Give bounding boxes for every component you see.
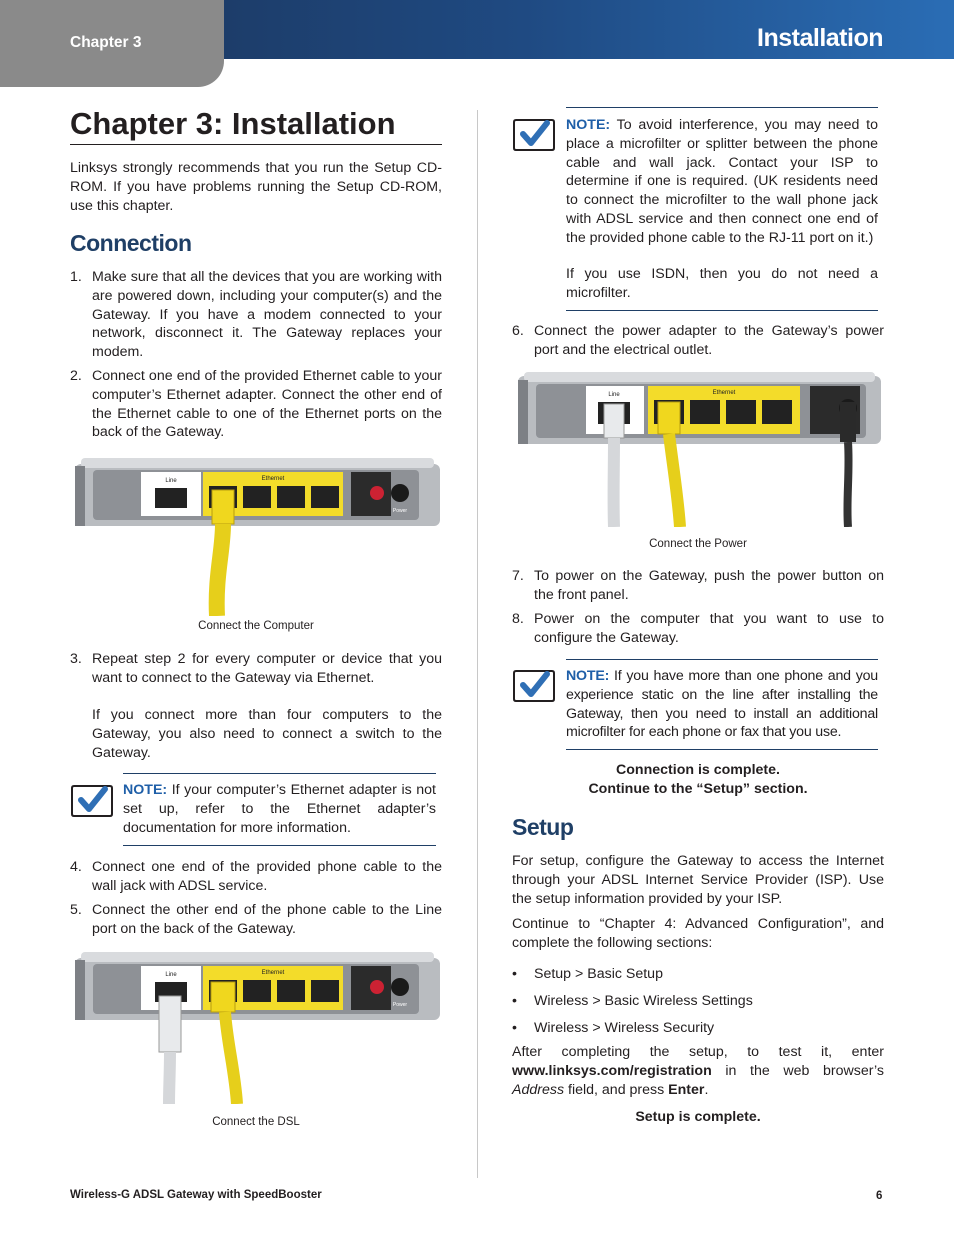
text-segment: field, and press — [568, 1081, 665, 1098]
power-port-label: Power — [392, 508, 408, 514]
note-rule-bottom — [123, 845, 436, 846]
setup-paragraph-3 — [512, 1043, 884, 1099]
step-text: Make sure that all the devices that you are working with are powered down, including your computer(s) and the Gateway. If you have a modem connected to your network, disconnect it. The Gateway replaces your modem. — [92, 269, 442, 361]
bullet-wireless-security: • Wireless > Wireless Security — [512, 1020, 715, 1036]
note-keyword: NOTE: — [566, 668, 610, 684]
step-text: To power on the Gateway, push the power button on the front panel. — [534, 568, 884, 603]
router-dsl-image — [75, 952, 440, 1104]
ethernet-port-label: Ethernet — [261, 970, 285, 976]
page-title: Chapter 3: Installation — [70, 106, 396, 141]
step-7 — [512, 567, 884, 605]
line-port-label: Line — [165, 478, 177, 484]
step-8 — [512, 610, 884, 648]
step-text: Connect one end of the provided phone cable to the wall jack with ADSL service. — [92, 859, 442, 894]
checkmark-note-icon — [512, 116, 556, 154]
router-ethernet-image — [75, 456, 440, 616]
connection-complete: Connection is complete. — [616, 762, 780, 778]
step-extra-text: If you connect more than four computers to the Gateway, you also need to connect a switch to the Gateway. — [92, 707, 442, 761]
step-number: 1. — [70, 269, 82, 285]
intro-paragraph: Linksys strongly recommends that you run the Setup CD-ROM. If you have problems running the Setup CD-ROM, use this chapter. — [70, 160, 442, 214]
note-text: If your computer’s Ethernet adapter is not set up, refer to the Ethernet adapter’s documentation for more information. — [123, 782, 436, 836]
title-rule — [70, 144, 442, 145]
note-text: To avoid interference, you may need to place a microfilter or splitter between the phone cable and wall jack. Contact your ISP to determine if one is required. (UK residents need to connect the microfilter to the wall phone jack with ADSL service and then connect one end of the provided phone cable to the RJ-11 port on it.) — [566, 117, 878, 246]
power-port-label: Power — [392, 1002, 408, 1008]
step-text: Connect the power adapter to the Gateway’s power port and the electrical outlet. — [534, 323, 884, 358]
text-segment: . — [704, 1081, 709, 1098]
footer-page-number: 6 — [876, 1190, 883, 1202]
footer-product: Wireless-G ADSL Gateway with SpeedBooster — [70, 1189, 322, 1201]
note-keyword: NOTE: — [123, 782, 168, 798]
ethernet-port-label: Ethernet — [712, 390, 736, 396]
caption-dsl: Connect the DSL — [212, 1116, 300, 1128]
step-number: 2. — [70, 368, 82, 384]
note-static — [566, 667, 878, 742]
step-number: 4. — [70, 859, 82, 875]
note-text: If you have more than one phone and you experience static on the line after installing the Gateway, then you need to install an additional microfilter for each phone or fax that you use. — [566, 668, 878, 741]
step-text: Connect the other end of the phone cable to the Line port on the back of the Gateway. — [92, 902, 442, 937]
checkmark-note-icon — [70, 782, 114, 820]
step-text: Repeat step 2 for every computer or device that you want to connect to the Gateway via Ethernet. — [92, 651, 442, 686]
section-label: Installation — [757, 24, 883, 52]
bullet-basic-setup: • Setup > Basic Setup — [512, 966, 663, 982]
column-divider — [477, 110, 478, 1178]
note-keyword: NOTE: — [566, 117, 611, 133]
note-rule-top — [123, 773, 436, 774]
step-text: Power on the computer that you want to use to configure the Gateway. — [534, 611, 884, 646]
address-field-term: Address — [512, 1081, 565, 1098]
caption-power: Connect the Power — [649, 538, 747, 550]
continue-to-setup: Continue to the “Setup” section. — [588, 781, 808, 797]
connection-heading: Connection — [70, 230, 192, 256]
note-rule-top — [566, 659, 878, 660]
step-number: 5. — [70, 902, 82, 918]
text-segment: After completing the setup, to test it, enter — [512, 1044, 884, 1060]
note-interference — [566, 116, 878, 248]
setup-heading: Setup — [512, 814, 574, 840]
chapter-label: Chapter 3 — [70, 34, 142, 51]
checkmark-note-icon — [512, 667, 556, 705]
step-3 — [70, 650, 442, 762]
setup-paragraph-2: Continue to “Chapter 4: Advanced Configuration”, and complete the following sections: — [512, 916, 884, 951]
setup-paragraph-1: For setup, configure the Gateway to access the Internet through your ADSL Internet Service Provider (ISP). Use the setup information provided by your ISP. — [512, 853, 884, 907]
bullet-text: Setup > Basic Setup — [534, 966, 663, 982]
setup-complete: Setup is complete. — [635, 1109, 761, 1125]
registration-url: www.linksys.com/registration — [512, 1062, 712, 1079]
step-number: 8. — [512, 611, 524, 627]
router-power-image — [518, 372, 881, 527]
bullet-basic-wireless: • Wireless > Basic Wireless Settings — [512, 993, 753, 1009]
text-segment: in the web browser’s — [725, 1062, 884, 1079]
step-2 — [70, 367, 442, 443]
bullet-text: Wireless > Basic Wireless Settings — [534, 993, 753, 1009]
enter-key-term: Enter — [668, 1081, 705, 1098]
line-port-label: Line — [165, 972, 177, 978]
ethernet-port-label: Ethernet — [261, 476, 285, 482]
step-6 — [512, 322, 884, 360]
step-number: 6. — [512, 323, 524, 339]
step-1 — [70, 268, 442, 363]
step-number: 3. — [70, 651, 82, 667]
note-rule-bottom — [566, 310, 878, 311]
step-5 — [70, 901, 442, 939]
note-rule-top — [566, 107, 878, 108]
line-port-label: Line — [608, 392, 620, 398]
caption-computer: Connect the Computer — [198, 620, 314, 632]
note-rule-bottom — [566, 749, 878, 750]
step-text: Connect one end of the provided Ethernet cable to your computer’s Ethernet adapter. Connect the other end of the Ethernet cable to one of the Ethernet ports on the back of the Gateway. — [92, 368, 442, 441]
step-4 — [70, 858, 442, 896]
note-ethernet-adapter — [123, 781, 436, 837]
bullet-text: Wireless > Wireless Security — [534, 1020, 715, 1036]
step-number: 7. — [512, 568, 524, 584]
note-isdn: If you use ISDN, then you do not need a microfilter. — [566, 266, 878, 301]
